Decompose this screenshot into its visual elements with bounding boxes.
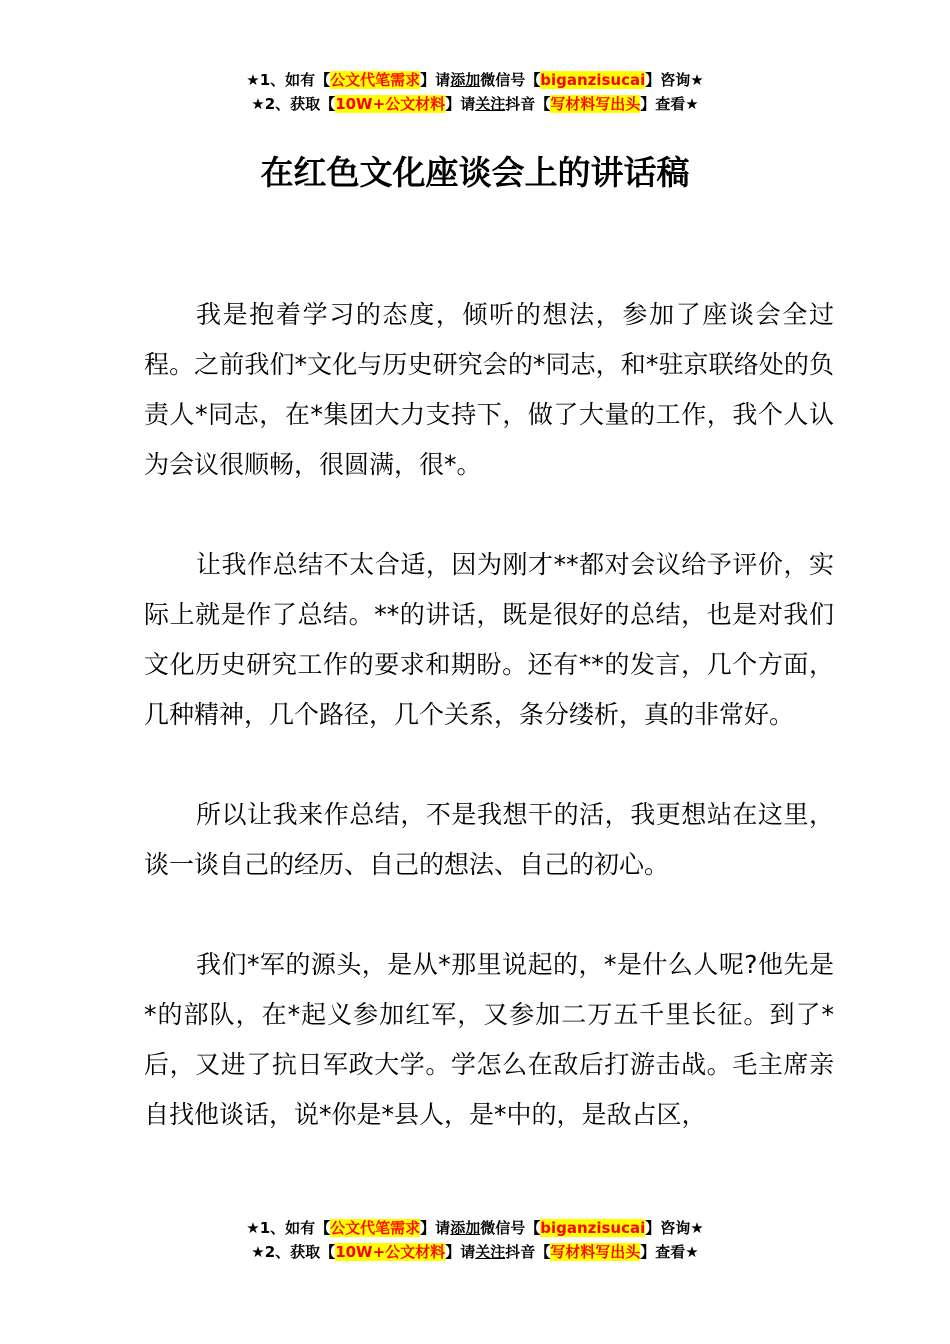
promo-highlight: 公文代笔需求 [330, 71, 421, 89]
promo-douyin-name: 写材料写出头 [550, 95, 641, 113]
promo-underline: 关注 [475, 1243, 506, 1261]
promo-header [0, 68, 950, 116]
promo-underline: 添加 [450, 71, 481, 89]
document-body [144, 290, 834, 1190]
promo-line-1: ★1、如有【公文代笔需求】请添加微信号【biganzisucai】咨询★ [246, 1219, 704, 1237]
paragraph: 我们*军的源头，是从*那里说起的，*是什么人呢?他先是*的部队，在*起义参加红军，又参加二万五千里长征。到了*后，又进了抗日军政大学。学怎么在敌后打游击战。毛主席亲自找他谈话，说*你是*县人，是*中的，是敌占区， [144, 950, 834, 1129]
promo-douyin-name: 写材料写出头 [550, 1243, 641, 1261]
paragraph: 所以让我来作总结，不是我想干的活，我更想站在这里，谈一谈自己的经历、自己的想法、自己的初心。 [144, 800, 834, 879]
promo-line-2: ★2、获取【10W+公文材料】请关注抖音【写材料写出头】查看★ [251, 1243, 699, 1261]
promo-wechat-id: biganzisucai [540, 71, 646, 89]
promo-line-1: ★1、如有【公文代笔需求】请添加微信号【biganzisucai】咨询★ [246, 71, 704, 89]
promo-underline: 添加 [450, 1219, 481, 1237]
paragraph: 我是抱着学习的态度，倾听的想法，参加了座谈会全过程。之前我们*文化与历史研究会的*同志，和*驻京联络处的负责人*同志，在*集团大力支持下，做了大量的工作，我个人认为会议很顺畅，很圆满，很*。 [144, 300, 834, 479]
promo-highlight: 10W+公文材料 [335, 95, 446, 113]
promo-line-2: ★2、获取【10W+公文材料】请关注抖音【写材料写出头】查看★ [251, 95, 699, 113]
promo-underline: 关注 [475, 95, 506, 113]
promo-highlight: 公文代笔需求 [330, 1219, 421, 1237]
document-title: 在红色文化座谈会上的讲话稿 [260, 153, 690, 192]
promo-wechat-id: biganzisucai [540, 1219, 646, 1237]
promo-footer [0, 1216, 950, 1264]
promo-highlight: 10W+公文材料 [335, 1243, 446, 1261]
paragraph: 让我作总结不太合适，因为刚才**都对会议给予评价，实际上就是作了总结。**的讲话，既是很好的总结，也是对我们文化历史研究工作的要求和期盼。还有**的发言，几个方面，几种精神，几个路径，几个关系，条分缕析，真的非常好。 [144, 550, 834, 729]
